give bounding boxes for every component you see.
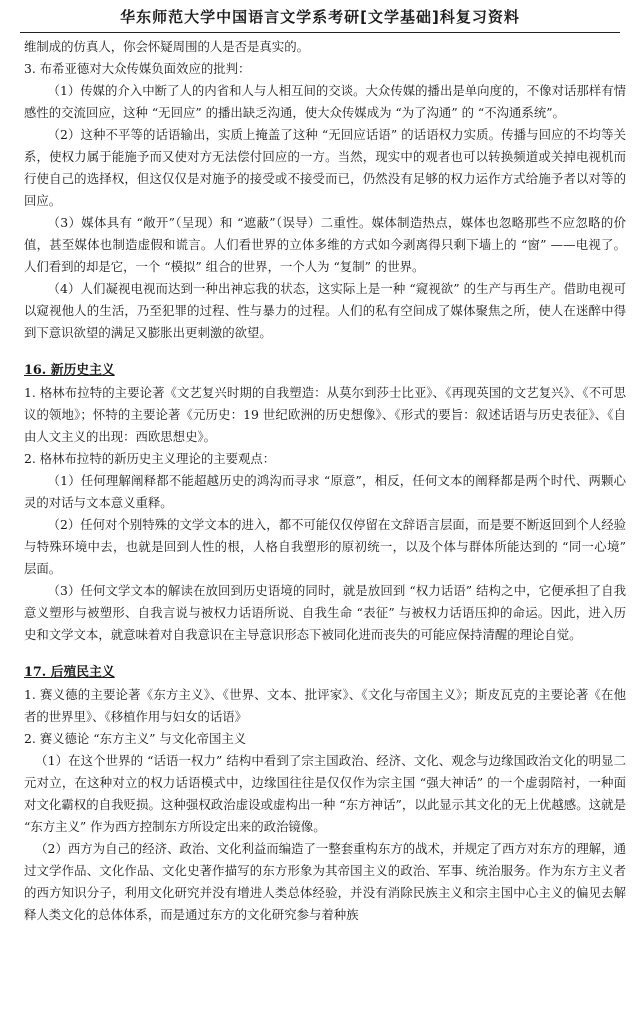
list-item: 2. 格林布拉特的新历史主义理论的主要观点： (24, 451, 276, 466)
header-title: 华东师范大学中国语言文学系考研[文学基础]科复习资料 (120, 8, 520, 26)
paragraph: （1）在这个世界的 “话语一权力” 结构中看到了宗主国政治、经济、文化、观念与边缘国政治文化的明显二元对立，在这种对立的权力话语模式中，边缘国往往是仅仅作为宗主国 “强大神话” 的一个虚弱陪衬，一种面对文化霸权的自我贬损。这种强权政治虚设或虚构出一种 “东方神话”，以此显示其文化的无上优越感。这就是 “东方主义” 作为西方控制东方所设定出来的政治镜像。 (24, 753, 626, 834)
page-header (20, 6, 620, 33)
paragraph: （4）人们凝视电视而达到一种出神忘我的状态，这实际上是一种 “窥视欲” 的生产与再生产。借助电视可以窥视他人的生活，乃至犯罪的过程、性与暴力的过程。人们的私有空间成了媒体聚焦之所，使人在迷醉中得到下意识欲望的满足又膨胀出更刺激的欲望。 (24, 281, 626, 340)
paragraph: （3）媒体具有 “敞开”（呈现）和 “遮蔽”（误导）二重性。媒体制造热点，媒体也忽略那些不应忽略的价值，甚至媒体也制造虚假和谎言。人们看世界的立体多维的方式如今剥离得只剩下墙上的 “窗” ——电视了。人们看到的却是它，一个 “模拟” 组合的世界，一个人为 “复制” 的世界。 (24, 215, 626, 274)
paragraph: （3）任何文学文本的解读在放回到历史语境的同时，就是放回到 “权力话语” 结构之中，它便承担了自我意义塑形与被塑形、自我言说与被权力话语所说、自我生命 “表征” 与被权力话语压抑的命运。因此，进入历史和文学文本，就意味着对自我意识在主导意识形态下被同化进而丧失的可能应保持清醒的理论自觉。 (24, 583, 626, 642)
section-heading: 16. 新历史主义 (24, 363, 115, 378)
paragraph: （1）传媒的介入中断了人的内省和人与人相互间的交谈。大众传媒的播出是单向度的，不像对话那样有情感性的交流回应，这种 “无回应” 的播出缺乏沟通，使大众传媒成为 “为了沟通” 的 “不沟通系统”。 (24, 83, 626, 120)
list-item: 2. 赛义德论 “东方主义” 与文化帝国主义 (24, 731, 247, 746)
list-item: 1. 格林布拉特的主要论著《文艺复兴时期的自我塑造：从莫尔到莎士比亚》、《再现英国的文艺复兴》、《不可思议的领地》；怀特的主要论著《元历史：19 世纪欧洲的历史想像》、《形式的要旨：叙述话语与历史表征》、《自由人文主义的出现：西欧思想史》。 (24, 385, 626, 444)
document-body (24, 36, 626, 926)
section-heading: 17. 后殖民主义 (24, 665, 115, 680)
paragraph: （2）这种不平等的话语输出，实质上掩盖了这种 “无回应话语” 的话语权力实质。传播与回应的不均等关系，使权力属于能施予而又使对方无法偿付回应的一方。当然，现实中的观者也可以转换频道或关掉电视机而行使自己的选择权，但这仅仅是对施予的接受或不接受而已，仍然没有足够的权力运作方式给施予者以对等的回应。 (24, 127, 626, 208)
paragraph: （2）任何对个别特殊的文学文本的进入，都不可能仅仅停留在文辞语言层面，而是要不断返回到个人经验与特殊环境中去，也就是回到人性的根，人格自我塑形的原初统一，以及个体与群体所能达到的 “同一心境” 层面。 (24, 517, 626, 576)
paragraph: （2）西方为自己的经济、政治、文化利益而编造了一整套重构东方的战术，并规定了西方对东方的理解，通过文学作品、文化作品、文化史著作描写的东方形象为其帝国主义的政治、军事、统治服务。作为东方主义者的西方知识分子，利用文化研究并没有增进人类总体经验，并没有消除民族主义和宗主国中心主义的偏见去解释人类文化的总体体系，而是通过东方的文化研究参与着种族 (24, 841, 626, 922)
list-item: 1. 赛义德的主要论著《东方主义》、《世界、文本、批评家》、《文化与帝国主义》；斯皮瓦克的主要论著《在他者的世界里》、《移植作用与妇女的话语》 (24, 687, 626, 724)
paragraph: （1）任何理解阐释都不能超越历史的鸿沟而寻求 “原意”，相反，任何文本的阐释都是两个时代、两颗心灵的对话与文本意义重释。 (24, 473, 626, 510)
list-item: 3. 布希亚德对大众传媒负面效应的批判： (24, 61, 251, 76)
list-item: 维制成的仿真人，你会怀疑周围的人是否是真实的。 (24, 39, 309, 54)
